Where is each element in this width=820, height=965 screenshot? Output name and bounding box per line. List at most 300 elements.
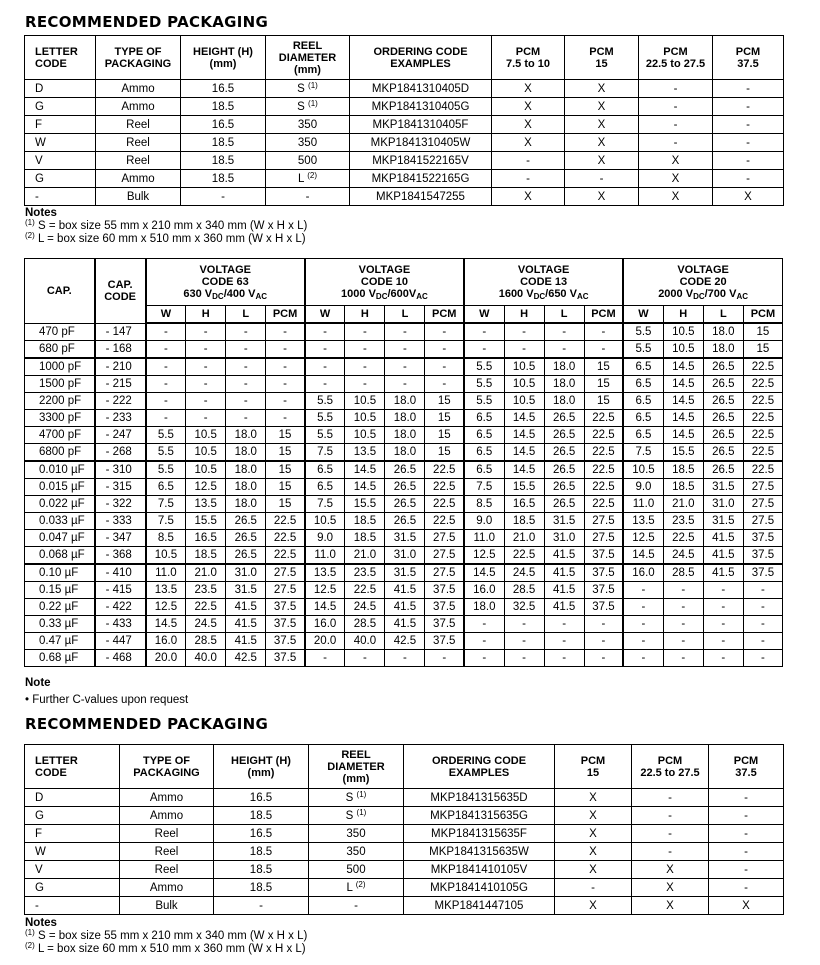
dimension-value: 40.0 [186,650,226,667]
dimension-value: 41.5 [226,633,266,650]
dimension-value: 31.5 [385,564,425,582]
dimension-value: 22.5 [743,461,782,479]
dimension-value: 26.5 [226,513,266,530]
dimension-value: 27.5 [425,547,464,565]
dimension-value: - [504,323,544,341]
dimension-value: 14.5 [663,410,703,427]
dimension-value: - [385,341,425,359]
dimension-value: 5.5 [623,341,663,359]
dimension-value: 18.0 [544,376,584,393]
dimension-value: 22.5 [584,461,623,479]
table-row [25,564,783,582]
dimension-value: 14.5 [305,599,345,616]
dimension-value: - [663,650,703,667]
dimension-value: - [663,616,703,633]
reel-diameter: L $^{(2)}$ [309,879,404,897]
letter-code: G [25,98,96,116]
dimension-subheader: W [305,306,345,324]
dimension-value: 41.5 [226,616,266,633]
packaging-type: Bulk [120,897,214,915]
dimension-value: 10.5 [146,547,186,565]
column-header: ORDERING CODE EXAMPLES [404,745,555,789]
reel-diameter: 500 [309,861,404,879]
pcm-availability: X [555,807,632,825]
dimension-value: - [743,633,782,650]
dimension-value: 27.5 [743,496,782,513]
letter-code: W [25,843,120,861]
dimension-value: 37.5 [266,599,305,616]
reel-diameter: - [309,897,404,915]
reel-diameter: 500 [266,152,350,170]
footnote-mark: (1) [356,807,367,817]
dimension-value: - [146,376,186,393]
capacitance: 0.33 µF [25,616,95,633]
ordering-code: MKP1841410105V [404,861,555,879]
ordering-code: MKP1841315635W [404,843,555,861]
dimension-value: 15 [266,461,305,479]
dimension-value: 18.0 [226,444,266,462]
dimension-value: 14.5 [623,547,663,565]
dimension-value: - [425,358,464,376]
dimension-value: - [544,616,584,633]
dimension-value: - [345,650,385,667]
dimension-value: 15 [425,410,464,427]
dimension-value: - [703,599,743,616]
dimension-value: 6.5 [305,479,345,496]
dimension-value: - [186,323,226,341]
capacitance: 6800 pF [25,444,95,462]
capacitance: 0.033 µF [25,513,95,530]
height: 18.5 [214,879,309,897]
dimension-value: 5.5 [464,393,504,410]
dimension-value: 18.0 [226,496,266,513]
table-row [25,98,784,116]
dimension-value: - [464,341,504,359]
pcm-availability: X [565,188,639,206]
packaging-type: Ammo [120,879,214,897]
dimension-value: 37.5 [425,633,464,650]
height: - [181,188,266,206]
dimension-value: 22.5 [584,479,623,496]
dimension-value: 31.5 [385,530,425,547]
capacitance: 1000 pF [25,358,95,376]
dimension-value: 15 [743,323,782,341]
dimension-value: 14.5 [345,461,385,479]
dimension-value: - [584,633,623,650]
dimension-value: 37.5 [584,547,623,565]
dimension-value: 5.5 [464,376,504,393]
dimension-value: 10.5 [663,323,703,341]
pcm-availability: - [632,789,709,807]
dimension-value: 6.5 [623,393,663,410]
dimension-value: - [743,599,782,616]
dimension-value: 37.5 [266,616,305,633]
table-row [25,188,784,206]
dimension-value: 37.5 [425,616,464,633]
capacitance: 0.10 µF [25,564,95,582]
height: 18.5 [214,861,309,879]
voltage-group-header: VOLTAGE CODE 13 1600 $V_{DC}/650$ $V_{AC}$ [464,259,623,306]
dimension-value: 24.5 [504,564,544,582]
capacitance: 0.047 µF [25,530,95,547]
dimension-value: 6.5 [464,461,504,479]
dimension-value: 7.5 [146,513,186,530]
dimension-value: 10.5 [186,427,226,444]
dimension-value: - [504,616,544,633]
dimension-value: 6.5 [305,461,345,479]
reel-diameter: 350 [309,843,404,861]
dimension-value: 26.5 [385,496,425,513]
pcm-availability: - [639,80,713,98]
pcm-availability: - [713,80,784,98]
dimension-value: 27.5 [425,530,464,547]
capacitance: 0.68 µF [25,650,95,667]
pcm-availability: X [565,80,639,98]
dimension-value: 11.0 [623,496,663,513]
packaging-type: Ammo [96,80,181,98]
pcm-availability: X [555,843,632,861]
packaging-type: Reel [120,843,214,861]
dimension-value: 18.0 [385,444,425,462]
letter-code: D [25,789,120,807]
table-row [25,393,783,410]
pcm-availability: - [639,116,713,134]
dimension-value: 12.5 [186,479,226,496]
dimension-value: 12.5 [623,530,663,547]
pcm-availability: X [555,897,632,915]
dimension-value: - [743,616,782,633]
capacitance: 680 pF [25,341,95,359]
dimension-value: 7.5 [623,444,663,462]
dimension-value: 37.5 [425,599,464,616]
dimension-subheader: L [703,306,743,324]
dimension-value: 18.5 [504,513,544,530]
pcm-availability: X [565,116,639,134]
letter-code: G [25,807,120,825]
dimension-value: - [385,323,425,341]
dimension-value: - [305,376,345,393]
dimension-value: 15 [266,479,305,496]
dimension-value: - [146,393,186,410]
column-header: PCM 37.5 [709,745,784,789]
dimension-value: 24.5 [186,616,226,633]
dimension-value: - [703,582,743,599]
pcm-availability: X [565,152,639,170]
table-row [25,599,783,616]
dimension-value: 15.5 [186,513,226,530]
dimension-value: - [504,650,544,667]
column-header: HEIGHT (H) (mm) [181,36,266,80]
cap-code: - 215 [95,376,146,393]
column-header: PCM 22.5 to 27.5 [639,36,713,80]
dimension-value: 10.5 [663,341,703,359]
dimension-subheader: H [345,306,385,324]
dimension-value: 14.5 [663,393,703,410]
dimension-value: 22.5 [584,444,623,462]
table-row [25,616,783,633]
table-row [25,496,783,513]
dimension-subheader: PCM [425,306,464,324]
dimension-value: - [464,633,504,650]
dimension-value: - [743,650,782,667]
ordering-code: MKP1841315635F [404,825,555,843]
packaging-type: Reel [120,861,214,879]
dimension-value: 42.5 [226,650,266,667]
pcm-availability: - [709,807,784,825]
dimension-value: 31.0 [703,496,743,513]
dimension-value: - [146,410,186,427]
dimension-value: 5.5 [305,410,345,427]
dimension-value: 18.0 [385,427,425,444]
dimension-value: 37.5 [743,530,782,547]
cap-code: - 433 [95,616,146,633]
dimension-subheader: PCM [743,306,782,324]
column-header: TYPE OF PACKAGING [96,36,181,80]
dimension-value: 22.5 [663,530,703,547]
cap-code: - 233 [95,410,146,427]
dimension-value: 9.0 [623,479,663,496]
dimension-value: 26.5 [544,427,584,444]
pcm-availability: X [713,188,784,206]
dimension-value: 27.5 [743,513,782,530]
letter-code: - [25,188,96,206]
table-row [25,789,784,807]
packaging-type: Reel [96,152,181,170]
dimension-value: - [464,323,504,341]
pcm-availability: X [492,80,565,98]
dimension-value: 24.5 [345,599,385,616]
dimension-value: - [305,341,345,359]
dimension-value: 11.0 [146,564,186,582]
packaging-notes-2 [25,917,307,956]
dimension-value: 28.5 [663,564,703,582]
column-header: HEIGHT (H) (mm) [214,745,309,789]
pcm-availability: X [555,789,632,807]
voltage-group-header: VOLTAGE CODE 10 1000 $V_{DC}/600V_{AC}$ [305,259,464,306]
dimension-value: 40.0 [345,633,385,650]
dimension-value: 16.0 [623,564,663,582]
pcm-availability: X [639,188,713,206]
note-heading: Note [25,677,51,689]
dimension-value: 31.0 [385,547,425,565]
cap-code: - 422 [95,599,146,616]
dimension-value: - [345,376,385,393]
dimension-value: 22.5 [425,496,464,513]
pcm-availability: - [713,170,784,188]
dimension-value: 27.5 [266,582,305,599]
dimension-value: 22.5 [266,513,305,530]
height: 16.5 [181,116,266,134]
dimension-value: 26.5 [703,410,743,427]
capacitance: 0.15 µF [25,582,95,599]
dimension-value: 22.5 [743,376,782,393]
dimension-value: - [464,616,504,633]
pcm-availability: X [632,861,709,879]
footnote-mark: (1) [308,98,318,108]
cap-code: - 310 [95,461,146,479]
dimension-value: - [186,341,226,359]
dimension-value: - [584,616,623,633]
footnote-mark: (2) [307,170,317,180]
dimension-value: 7.5 [305,496,345,513]
dimension-value: - [146,341,186,359]
dimension-value: 7.5 [464,479,504,496]
dimension-value: 13.5 [345,444,385,462]
packaging-notes-1 [25,207,307,246]
letter-code: F [25,825,120,843]
reel-diameter: S $^{(1)}$ [266,98,350,116]
dimension-value: - [305,358,345,376]
dimension-value: 31.5 [226,582,266,599]
dimension-value: 26.5 [703,461,743,479]
dimension-value: 18.5 [345,530,385,547]
note-2: $^{(2)}$ L = box size 60 mm x 510 mm x 360 mm (W x H x L) [25,941,306,955]
dimension-value: 15 [584,376,623,393]
dimension-value: 26.5 [703,444,743,462]
table-row [25,807,784,825]
cap-code: - 333 [95,513,146,530]
note-2: $^{(2)}$ L = box size 60 mm x 510 mm x 360 mm (W x H x L) [25,231,306,245]
table-row [25,170,784,188]
dimension-value: 41.5 [385,599,425,616]
notes-heading: Notes [25,207,57,219]
ordering-code: MKP1841310405F [350,116,492,134]
dimension-value: - [425,650,464,667]
pcm-availability: X [632,879,709,897]
dimension-value: 10.5 [345,427,385,444]
reel-diameter: 350 [309,825,404,843]
height: 16.5 [214,789,309,807]
dimension-value: 12.5 [305,582,345,599]
dimension-value: - [305,323,345,341]
dimension-value: 26.5 [703,358,743,376]
dimension-value: 10.5 [345,393,385,410]
dimension-value: 10.5 [186,444,226,462]
cap-code: - 168 [95,341,146,359]
dimension-value: 22.5 [743,393,782,410]
pcm-availability: - [713,116,784,134]
ordering-code: MKP1841410105G [404,879,555,897]
dimension-value: 41.5 [703,547,743,565]
dimension-value: 37.5 [425,582,464,599]
dimension-value: 21.0 [345,547,385,565]
cap-code: - 147 [95,323,146,341]
dimension-value: 14.5 [504,461,544,479]
dimension-value: 28.5 [186,633,226,650]
footnote-mark: (1) [356,789,367,799]
dimension-value: 26.5 [226,547,266,565]
dimension-value: 14.5 [464,564,504,582]
ordering-code: MKP1841315635G [404,807,555,825]
dimension-value: - [504,633,544,650]
pcm-availability: - [492,152,565,170]
column-header: PCM 15 [555,745,632,789]
dimension-value: 10.5 [504,393,544,410]
column-header: REEL DIAMETER (mm) [309,745,404,789]
dimension-value: 22.5 [266,547,305,565]
letter-code: W [25,134,96,152]
table-row [25,152,784,170]
note-1: $^{(1)}$ S = box size 55 mm x 210 mm x 340 mm (W x H x L) [25,928,308,942]
dimension-subheader: W [623,306,663,324]
dimension-value: 31.5 [703,479,743,496]
dimension-value: - [425,376,464,393]
table-row [25,80,784,98]
cap-code: - 415 [95,582,146,599]
dimension-value: 41.5 [544,547,584,565]
dimension-value: 41.5 [544,599,584,616]
dimension-value: 9.0 [464,513,504,530]
dimension-value: - [584,323,623,341]
reel-diameter: 350 [266,116,350,134]
dimension-value: 6.5 [464,427,504,444]
cap-code: - 210 [95,358,146,376]
table-row [25,861,784,879]
section-title-packaging-1: RECOMMENDED PACKAGING [25,13,269,31]
dimension-value: 22.5 [504,547,544,565]
dimension-value: 41.5 [544,582,584,599]
dimension-value: 37.5 [266,633,305,650]
cap-code: - 468 [95,650,146,667]
note-1: $^{(1)}$ S = box size 55 mm x 210 mm x 340 mm (W x H x L) [25,218,308,232]
table-row [25,358,783,376]
cap-code: - 347 [95,530,146,547]
dimension-value: 6.5 [623,427,663,444]
dimension-value: 13.5 [146,582,186,599]
dimension-value: - [266,341,305,359]
dimension-value: 18.0 [464,599,504,616]
letter-code: V [25,861,120,879]
reel-diameter: S $^{(1)}$ [266,80,350,98]
dimension-value: 41.5 [385,616,425,633]
dimension-value: 22.5 [584,496,623,513]
dimension-value: 15.5 [345,496,385,513]
height: 18.5 [181,134,266,152]
pcm-availability: - [713,134,784,152]
dimension-value: 18.5 [186,547,226,565]
pcm-availability: X [639,152,713,170]
cap-code: - 247 [95,427,146,444]
dimension-subheader: H [663,306,703,324]
dimension-value: 31.0 [544,530,584,547]
dimension-value: 26.5 [703,393,743,410]
dimension-value: 6.5 [464,444,504,462]
dimension-value: 22.5 [425,461,464,479]
dimension-value: 28.5 [345,616,385,633]
dimension-value: 26.5 [703,376,743,393]
dimension-value: 27.5 [425,564,464,582]
dimension-value: - [146,323,186,341]
cap-code: - 315 [95,479,146,496]
capacitance: 0.022 µF [25,496,95,513]
table-row [25,897,784,915]
dimension-value: 11.0 [305,547,345,565]
dimension-value: 18.0 [703,323,743,341]
dimension-value: 31.5 [544,513,584,530]
capacitance: 0.47 µF [25,633,95,650]
dimension-value: 5.5 [305,393,345,410]
dimension-value: 11.0 [464,530,504,547]
pcm-availability: X [639,170,713,188]
table-row [25,633,783,650]
dimension-subheader: L [226,306,266,324]
dimensions-note [25,677,188,707]
dimension-value: 18.0 [226,461,266,479]
table-row [25,116,784,134]
column-header: PCM 7.5 to 10 [492,36,565,80]
dimension-value: - [703,616,743,633]
dimension-value: - [623,616,663,633]
